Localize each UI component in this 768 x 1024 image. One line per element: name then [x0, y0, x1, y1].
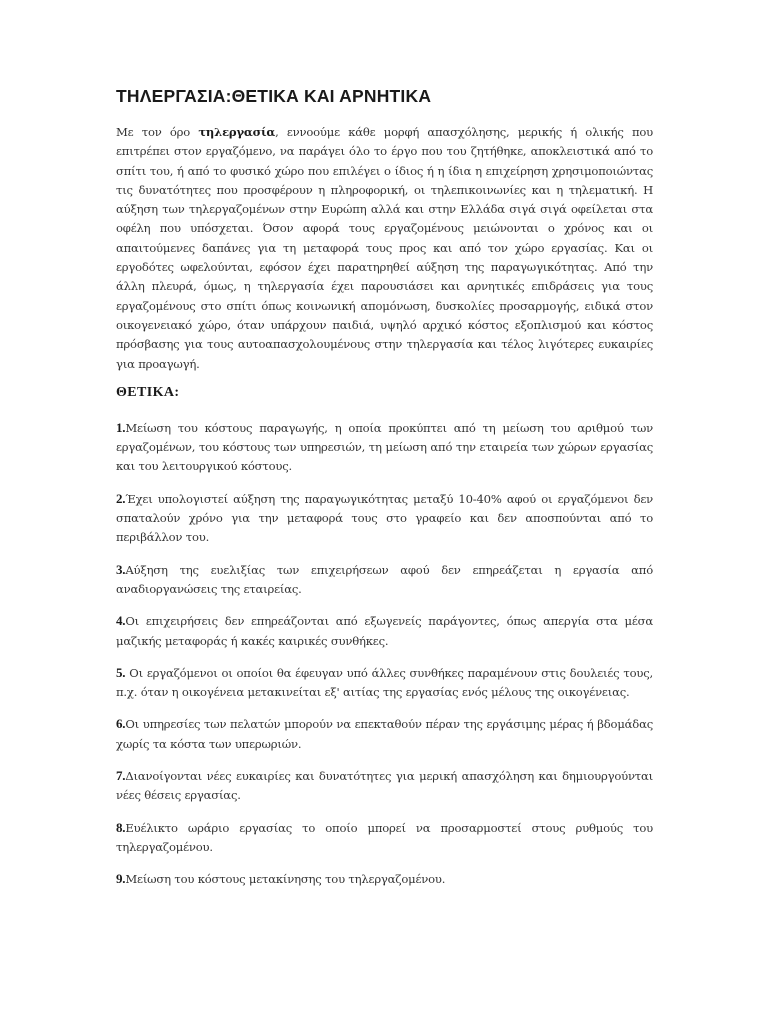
item-number: 7. — [116, 768, 126, 784]
item-number: 1. — [116, 419, 126, 435]
list-item — [116, 869, 653, 889]
intro-paragraph — [116, 123, 653, 374]
list-item — [116, 663, 653, 703]
item-number: 6. — [116, 716, 126, 732]
list-item — [116, 489, 653, 548]
item-number: 3. — [116, 561, 126, 577]
list-item — [116, 611, 653, 651]
item-text: Έχει υπολογιστεί αύξηση της παραγωγικότητας μεταξύ 10-40% αφού οι εργαζόμενοι δεν σπαταλούν χρόνο για την μεταφορά τους στο γραφείο και δεν αποσπούνται από το περιβάλλον του. — [116, 491, 653, 545]
item-text: Οι εργαζόμενοι οι οποίοι θα έφευγαν υπό άλλες συνθήκες παραμένουν στις δουλειές τους, π.χ. όταν η οικογένεια μετακινείται εξ' αιτίας της εργασίας ενός μέλους της οικογένειας. — [116, 665, 653, 700]
list-item — [116, 714, 653, 754]
intro-lead: Με τον όρο — [116, 125, 199, 139]
list-item — [116, 560, 653, 600]
list-item — [116, 418, 653, 477]
item-text: Μείωση του κόστους παραγωγής, η οποία προκύπτει από τη μείωση του αριθμού των εργαζομένων, του κόστους των υπηρεσιών, τη μείωση από την εταιρεία των χώρων εργασίας και του λειτουργικού κόστους. — [116, 420, 653, 474]
item-text: Οι επιχειρήσεις δεν επηρεάζονται από εξωγενείς παράγοντες, όπως απεργία στα μέσα μαζικής μεταφοράς ή κακές καιρικές συνθήκες. — [116, 614, 653, 648]
positives-heading: ΘΕΤΙΚΑ: — [116, 384, 180, 400]
list-item — [116, 818, 653, 858]
positives-list — [116, 418, 653, 890]
item-number: 9. — [116, 871, 126, 887]
item-number: 8. — [116, 819, 126, 835]
item-number: 5. — [116, 664, 126, 680]
item-text: Αύξηση της ευελιξίας των επιχειρήσεων αφού δεν επηρεάζεται η εργασία από αναδιοργανώσεις της εταιρείας. — [116, 562, 653, 596]
item-text: Διανοίγονται νέες ευκαιρίες και δυνατότητες για μερική απασχόληση και δημιουργούνται νέες θέσεις εργασίας. — [116, 769, 653, 803]
intro-body: , εννοούμε κάθε μορφή απασχόλησης, μερικής ή ολικής που επιτρέπει στον εργαζόμενο, να παράγει όλο το έργο που του ζητήθηκε, αποκλειστικά από το σπίτι του, ή από το φυσικό χώρο που επιλέγει ο ίδιος ή η ίδια η επιχείρηση χρησιμοποιώντας τις δυνατότητες που προσφέρουν η πληροφορική, οι τηλεπικοινωνίες και η τηλεματική. Η αύξηση των τηλεργαζομένων στην Ευρώπη αλλά και στην Ελλάδα σιγά σιγά οφείλεται στα οφέλη που υπόσχεται. Όσον αφορά τους εργαζομένους μειώνονται ο χρόνος και οι απαιτούμενες δαπάνες για τη μεταφορά τους προς και από τον χώρο εργασίας. Και οι εργοδότες ωφελούνται, εφόσον έχει παρατηρηθεί αύξηση της παραγωγικότητας. Από την άλλη πλευρά, όμως, η τηλεργασία έχει παρουσιάσει και αρνητικές επιδράσεις για τους εργαζομένους στο σπίτι όπως κοινωνική απομόνωση, δυσκολίες προσαρμογής, ειδικά στον οικογενειακό χώρο, όταν υπάρχουν παιδιά, υψηλό αρχικό κόστος εξοπλισμού και κόστος πρόσβασης για τους αυτοαπασχολουμένους στην τηλεργασία και τέλος λιγότερες ευκαιρίες για προαγωγή. — [116, 125, 653, 371]
item-text: Ευέλικτο ωράριο εργασίας το οποίο μπορεί να προσαρμοστεί στους ρυθμούς του τηλεργαζομένου. — [116, 820, 653, 854]
document-page — [116, 86, 653, 902]
document-title: ΤΗΛΕΡΓΑΣΙΑ:ΘΕΤΙΚΑ ΚΑΙ ΑΡΝΗΤΙΚΑ — [116, 86, 432, 106]
item-number: 4. — [116, 613, 126, 629]
item-number: 2. — [116, 490, 126, 506]
item-text: Μείωση του κόστους μετακίνησης του τηλεργαζομένου. — [125, 872, 446, 887]
item-text: Οι υπηρεσίες των πελατών μπορούν να επεκταθούν πέραν της εργάσιμης μέρας ή βδομάδας χωρίς τα κόστα των υπερωριών. — [116, 717, 653, 751]
list-item — [116, 766, 653, 806]
intro-term: τηλεργασία — [198, 125, 276, 139]
